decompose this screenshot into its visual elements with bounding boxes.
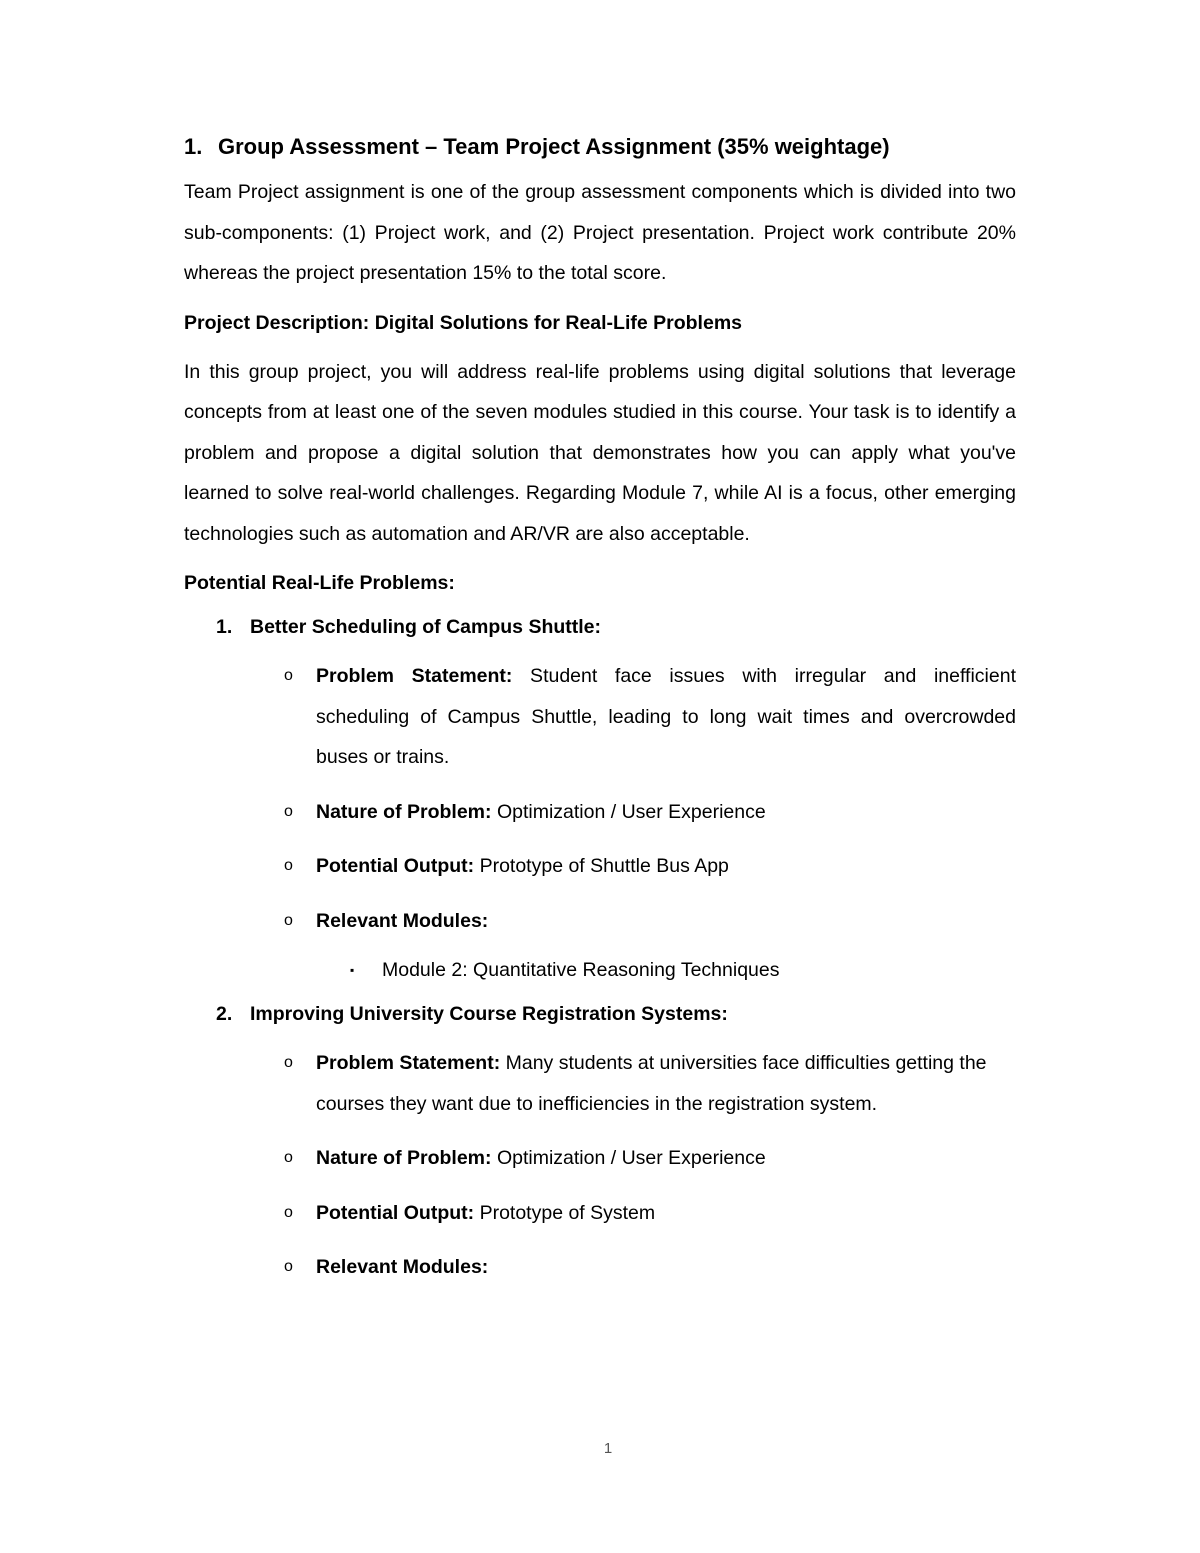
page-content	[184, 128, 1016, 1302]
detail-item	[284, 792, 1016, 833]
detail-value: Many students at universities face difficulties getting the courses they want due to inefficiencies in the registration system.	[316, 1052, 987, 1115]
description-text: In this group project, you will address real-life problems using digital solutions that leverage concepts from at least one of the seven modules studied in this course. Your task is to identify a problem and propose a digital solution that demonstrates how you can apply what you've learned to solve real-world challenges. Regarding Module 7, while AI is a focus, other emerging technologies such as automation and AR/VR are also acceptable.	[184, 360, 1016, 545]
section-title: Group Assessment – Team Project Assignment (35% weightage)	[218, 134, 890, 159]
bullet-marker: o	[284, 1149, 293, 1166]
detail-item	[284, 901, 1016, 942]
section-intro: Team Project assignment is one of the group assessment components which is divided into two sub-components: (1) Project work, and (2) Project presentation. Project work contribute 20% whereas the project presentation 15% to the total score.	[184, 181, 1016, 284]
detail-label: Relevant Modules:	[316, 909, 489, 932]
problem-number: 2.	[216, 1003, 233, 1025]
bullet-marker: o	[284, 802, 293, 820]
module-text: Module 2: Quantitative Reasoning Techniques	[382, 959, 780, 981]
detail-value: Student face issues with irregular and inefficient scheduling of Campus Shuttle, leading to long wait times and overcrowded buses or trains.	[316, 665, 1016, 768]
detail-item	[284, 656, 1016, 778]
problem-number: 1.	[216, 616, 233, 638]
bullet-marker: o	[284, 1054, 293, 1071]
problem-title	[216, 612, 1016, 642]
detail-value: Prototype of Shuttle Bus App	[474, 855, 729, 877]
problem-title	[216, 999, 1016, 1029]
detail-label: Nature of Problem:	[316, 1147, 492, 1169]
detail-item	[284, 1138, 1016, 1179]
problem-title-text: Improving University Course Registration Systems:	[250, 1003, 728, 1025]
problems-heading: Potential Real-Life Problems:	[184, 572, 455, 594]
bullet-marker: o	[284, 667, 293, 684]
description-heading: Project Description: Digital Solutions for Real-Life Problems	[184, 311, 742, 334]
detail-label: Potential Output:	[316, 1201, 475, 1224]
module-item	[350, 955, 1016, 985]
detail-label: Potential Output:	[316, 855, 475, 877]
problem-title-text: Better Scheduling of Campus Shuttle:	[250, 616, 602, 638]
square-bullet-icon: ▪	[350, 963, 355, 977]
detail-value: Prototype of System	[474, 1201, 656, 1224]
detail-item	[284, 1247, 1016, 1288]
detail-label: Nature of Problem:	[316, 800, 492, 823]
problem-details	[284, 1043, 1016, 1288]
bullet-marker: o	[284, 1203, 293, 1221]
section-heading	[184, 134, 1016, 160]
detail-item	[284, 846, 1016, 887]
detail-label: Relevant Modules:	[316, 1256, 489, 1278]
bullet-marker: o	[284, 857, 293, 874]
problem-details	[284, 656, 1016, 941]
bullet-marker: o	[284, 1258, 293, 1275]
detail-item	[284, 1043, 1016, 1124]
detail-label: Problem Statement:	[316, 665, 513, 687]
detail-value: Optimization / User Experience	[491, 1147, 766, 1169]
section-number: 1.	[184, 134, 203, 159]
detail-item	[284, 1193, 1016, 1234]
page-number: 1	[603, 1440, 613, 1457]
detail-value: Optimization / User Experience	[491, 800, 766, 823]
detail-label: Problem Statement:	[316, 1052, 501, 1074]
bullet-marker: o	[284, 911, 293, 929]
